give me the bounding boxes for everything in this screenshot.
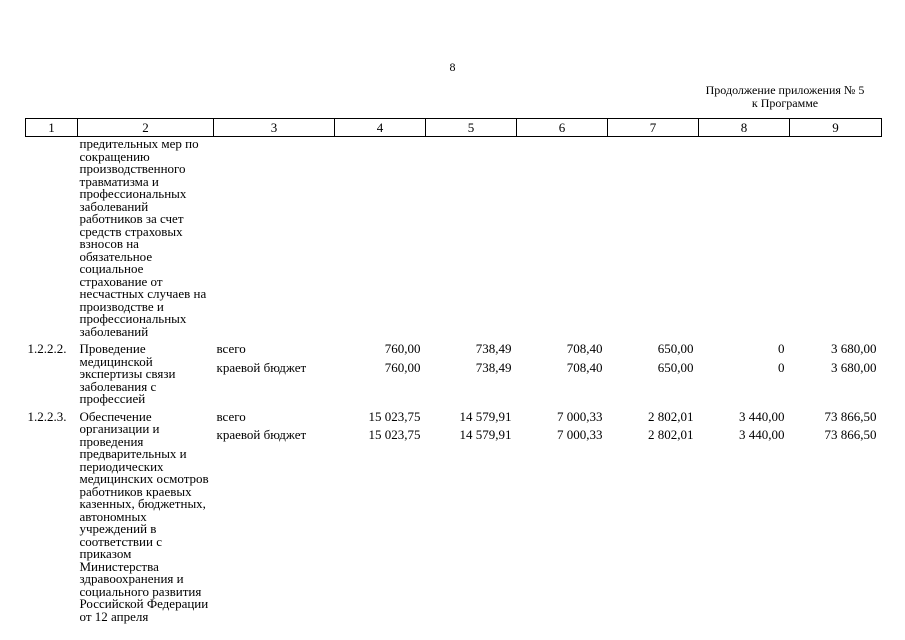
funding-source-regional: краевой бюджет	[216, 427, 307, 442]
table-row-1-2-2-3	[26, 406, 882, 624]
column-header-5: 5	[426, 119, 517, 137]
value-regional: 15 023,75	[368, 427, 421, 442]
value-col-8	[699, 406, 790, 624]
value-total: 708,40	[566, 341, 603, 356]
value-regional: 708,40	[566, 359, 603, 375]
value-col-4	[335, 338, 426, 406]
table-row-continued	[26, 137, 882, 339]
column-header-1: 1	[26, 119, 78, 137]
value-total: 0	[778, 341, 785, 356]
value-total: 7 000,33	[557, 408, 603, 424]
value-regional: 0	[778, 359, 785, 375]
column-header-2: 2	[78, 119, 214, 137]
column-number-header	[26, 119, 882, 137]
value-col-9	[790, 406, 882, 624]
value-regional: 3 440,00	[739, 427, 785, 442]
value-total: 15 023,75	[368, 408, 421, 424]
column-header-6: 6	[517, 119, 608, 137]
row-description: Проведение медицинской экспертизы связи заболевания с профессией	[79, 341, 176, 406]
value-regional: 7 000,33	[557, 427, 603, 442]
program-table-container	[25, 118, 881, 623]
continuation-line-2: к Программе	[751, 96, 819, 110]
value-col-6	[517, 338, 608, 406]
column-header-4: 4	[335, 119, 426, 137]
row-description: Обеспечение организации и проведения предварительных и периодических медицинских осмотров работников краевых казенных, бюджетных, автономных учреждений в соответствии с приказом Министерства здравоохранения и социального развития Российской Федерации от 12 апреля	[79, 408, 209, 624]
value-total: 760,00	[384, 341, 421, 356]
funding-source-total: всего	[216, 408, 246, 424]
continuation-line-1: Продолжение приложения № 5	[705, 83, 865, 97]
page-number: 8	[449, 60, 456, 74]
value-regional: 2 802,01	[648, 427, 694, 442]
value-col-5	[426, 338, 517, 406]
funding-source-total: всего	[216, 341, 246, 356]
row-description: предительных мер по сокращению производственного травматизма и профессиональных заболеваний работников за счет средств страховых взносов на обязательное социальное страхование от несчастных случаев на производстве и профессиональных заболеваний	[79, 136, 207, 339]
value-regional: 738,49	[475, 359, 512, 375]
value-regional: 14 579,91	[459, 427, 512, 442]
value-col-8	[699, 338, 790, 406]
funding-source-regional: краевой бюджет	[216, 359, 307, 375]
value-regional: 650,00	[657, 359, 694, 375]
column-header-9: 9	[790, 119, 882, 137]
value-total: 3 440,00	[739, 408, 785, 424]
column-header-7: 7	[608, 119, 699, 137]
value-total: 738,49	[475, 341, 512, 356]
value-regional: 73 866,50	[824, 427, 877, 442]
value-total: 14 579,91	[459, 408, 512, 424]
value-col-7	[608, 406, 699, 624]
value-total: 3 680,00	[831, 341, 877, 356]
continuation-note	[690, 84, 880, 110]
row-code: 1.2.2.3.	[27, 408, 67, 424]
value-col-9	[790, 338, 882, 406]
funding-source-cell	[214, 338, 335, 406]
value-total: 2 802,01	[648, 408, 694, 424]
value-total: 650,00	[657, 341, 694, 356]
row-code	[26, 137, 78, 339]
value-col-4	[335, 406, 426, 624]
value-col-7	[608, 338, 699, 406]
value-regional: 3 680,00	[831, 359, 877, 375]
row-code: 1.2.2.2.	[27, 341, 67, 356]
value-col-6	[517, 406, 608, 624]
value-regional: 760,00	[384, 359, 421, 375]
funding-source-cell	[214, 406, 335, 624]
column-header-3: 3	[214, 119, 335, 137]
table-row-1-2-2-2	[26, 338, 882, 406]
value-col-5	[426, 406, 517, 624]
column-header-8: 8	[699, 119, 790, 137]
value-total: 73 866,50	[824, 408, 877, 424]
program-table	[25, 118, 882, 623]
